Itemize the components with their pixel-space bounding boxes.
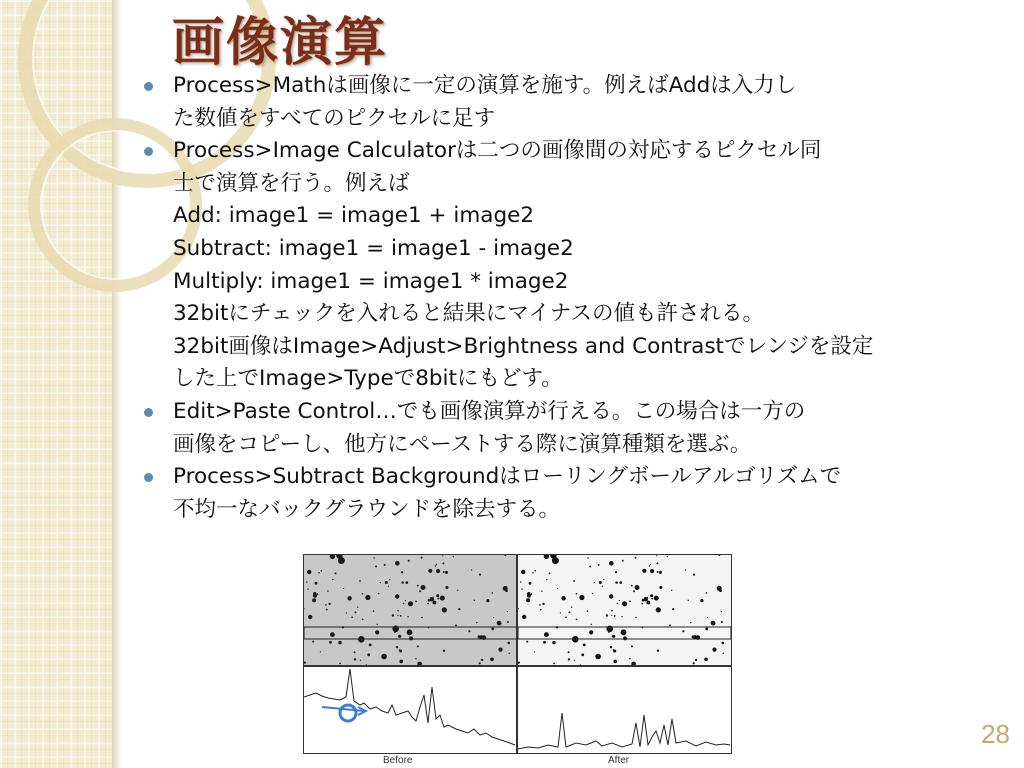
particle	[610, 646, 612, 648]
particle	[552, 641, 555, 644]
particle	[396, 646, 398, 648]
after-profile-line	[518, 667, 731, 753]
particle	[398, 635, 401, 638]
particle	[602, 586, 603, 587]
particle	[392, 614, 394, 616]
particle	[531, 593, 533, 595]
particle	[330, 632, 335, 637]
particle	[549, 572, 551, 574]
particle	[540, 609, 542, 611]
particle	[408, 560, 410, 562]
particle	[385, 581, 388, 584]
particle	[608, 631, 610, 633]
particle	[373, 557, 374, 558]
particle	[347, 596, 351, 600]
particle	[399, 649, 400, 650]
particle	[493, 617, 494, 618]
particle	[405, 600, 406, 601]
particle	[576, 593, 578, 595]
bullet-line: 画像をコピーし、他方にペーストする際に演算種類を選ぶ。	[173, 431, 752, 457]
before-image	[303, 554, 517, 666]
before-after-figure	[303, 554, 731, 768]
before-caption: Before	[383, 755, 413, 766]
particle	[532, 572, 534, 574]
particle	[611, 615, 612, 616]
particle	[635, 617, 637, 619]
particle	[437, 598, 439, 600]
particle	[509, 653, 510, 654]
particle	[553, 559, 554, 560]
particle	[568, 658, 570, 660]
particle	[443, 571, 445, 573]
particle	[407, 629, 413, 635]
particle	[650, 594, 653, 597]
particle	[339, 663, 341, 665]
particle	[436, 594, 439, 597]
particle	[369, 644, 372, 647]
particle	[576, 619, 578, 621]
bullet-item	[140, 396, 990, 461]
particle	[650, 569, 654, 573]
particle	[621, 616, 622, 617]
particle	[541, 590, 542, 591]
particle	[568, 651, 570, 653]
particle	[635, 585, 640, 590]
particle	[629, 601, 631, 603]
particle	[671, 590, 672, 591]
particle	[529, 582, 532, 585]
particle	[335, 572, 337, 574]
particle	[672, 608, 674, 610]
particle	[669, 624, 671, 626]
particle	[421, 617, 423, 619]
particle	[657, 650, 659, 652]
particle	[667, 556, 668, 557]
particle	[611, 610, 613, 612]
particle	[321, 570, 323, 572]
particle	[436, 564, 437, 565]
particle	[401, 581, 403, 583]
particle	[312, 598, 316, 602]
particle	[505, 555, 507, 556]
particle	[407, 616, 408, 617]
particle	[328, 603, 330, 605]
particle	[613, 649, 614, 650]
bullet-line: Multiply: image1 = image1 * image2	[173, 268, 569, 294]
particle	[617, 603, 619, 605]
particle	[326, 609, 328, 611]
particle	[433, 601, 437, 605]
particle	[440, 596, 445, 601]
particle	[399, 660, 403, 664]
particle	[641, 603, 643, 605]
bullet-line: 32bitにチェックを入れると結果にマイナスの値も許される。	[173, 301, 764, 327]
particle	[705, 628, 708, 631]
particle	[381, 654, 387, 660]
particle	[443, 650, 445, 652]
particle	[312, 641, 314, 643]
particle	[518, 662, 520, 664]
particle	[365, 595, 370, 600]
particle	[362, 619, 364, 621]
particle	[606, 626, 613, 633]
particle	[304, 662, 306, 664]
particle	[622, 601, 627, 606]
particle	[651, 598, 653, 600]
particle	[581, 653, 584, 656]
particle	[421, 585, 426, 590]
particle	[338, 641, 341, 644]
particle	[603, 579, 604, 580]
particle	[560, 612, 561, 613]
particle	[712, 648, 716, 652]
particle	[682, 630, 684, 632]
particle	[320, 651, 321, 652]
before-profile-plot	[303, 666, 517, 754]
particle	[650, 564, 651, 565]
particle	[507, 621, 509, 623]
particle	[642, 569, 646, 573]
particle	[417, 645, 419, 647]
particle	[719, 555, 721, 556]
particle	[606, 614, 608, 616]
particle	[377, 624, 378, 625]
page-number: 28	[981, 719, 1010, 749]
particle	[395, 594, 399, 598]
bullet-dot	[144, 473, 153, 482]
particle	[656, 607, 661, 612]
particle	[378, 593, 380, 595]
particle	[359, 580, 361, 582]
particle	[544, 632, 549, 637]
particle	[711, 621, 716, 626]
bullet-line: Process>Mathは画像に一定の演算を施す。例えばAddは入力し	[173, 73, 797, 98]
bullet-line: Add: image1 = image1 + image2	[173, 203, 535, 229]
particle	[498, 648, 502, 652]
particle	[366, 664, 367, 665]
particle	[479, 662, 481, 664]
particle	[457, 590, 458, 591]
particle	[442, 555, 443, 556]
particle	[609, 594, 613, 598]
particle	[569, 611, 571, 613]
particle	[521, 588, 522, 589]
particle	[408, 601, 413, 606]
particle	[357, 607, 358, 608]
particle	[659, 586, 662, 589]
particle	[367, 653, 370, 656]
particle	[542, 603, 544, 605]
particle	[599, 581, 602, 584]
particle	[573, 580, 575, 582]
particle	[343, 588, 344, 589]
particle	[307, 570, 311, 574]
particle	[304, 608, 305, 609]
particle	[318, 572, 320, 574]
particle	[685, 569, 686, 570]
particle	[306, 581, 307, 582]
particle	[622, 560, 624, 562]
particle	[479, 574, 481, 576]
particle	[535, 570, 537, 572]
particle	[327, 590, 328, 591]
particle	[375, 566, 377, 568]
particle	[346, 612, 347, 613]
particle	[388, 586, 389, 587]
particle	[389, 579, 390, 580]
particle	[427, 603, 429, 605]
particle	[332, 579, 333, 580]
particle	[492, 592, 494, 594]
particle	[595, 654, 601, 660]
particle	[442, 607, 447, 612]
particle	[693, 574, 695, 576]
particle	[433, 597, 434, 598]
particle	[526, 641, 528, 643]
particle	[395, 561, 400, 566]
particle	[384, 564, 386, 566]
particle	[539, 604, 541, 606]
particle	[656, 562, 658, 564]
particle	[700, 599, 703, 602]
particle	[394, 631, 396, 633]
particle	[503, 586, 508, 591]
particle	[647, 597, 648, 598]
particle	[722, 642, 725, 645]
bullet-line: 32bit画像はImage>Adjust>Brightness and Contrastでレンジを設定	[173, 333, 874, 359]
particle	[354, 658, 356, 660]
particle	[695, 659, 697, 661]
particle	[375, 630, 379, 634]
particle	[553, 663, 555, 665]
bullet-line: Subtract: image1 = image1 - image2	[173, 235, 574, 261]
particle	[704, 658, 708, 662]
particle	[591, 624, 592, 625]
before-image-particles	[304, 555, 516, 665]
particle	[355, 611, 357, 613]
after-profile-plot	[517, 666, 732, 754]
bullet-dot	[144, 147, 153, 156]
particle	[497, 621, 502, 626]
particle	[565, 616, 567, 618]
particle	[471, 569, 472, 570]
particle	[613, 660, 617, 664]
particle	[428, 569, 432, 573]
particle	[543, 641, 546, 644]
particle	[354, 651, 356, 653]
particle	[589, 566, 591, 568]
particle	[631, 662, 636, 665]
particle	[587, 610, 589, 612]
particle	[313, 592, 316, 595]
particle	[442, 562, 444, 564]
particle	[415, 601, 417, 603]
particle	[315, 582, 318, 585]
bullet-item	[140, 461, 990, 526]
particle	[619, 600, 620, 601]
particle	[481, 659, 483, 661]
bullet-dot	[144, 82, 153, 91]
particle	[521, 570, 525, 574]
particle	[307, 588, 308, 589]
bullet-line: 不均一なバックグラウンドを除去する。	[173, 496, 561, 522]
particle	[419, 590, 421, 592]
particle	[415, 658, 416, 659]
particle	[317, 593, 319, 595]
particle	[508, 642, 511, 645]
particle	[409, 636, 413, 640]
particle	[325, 604, 327, 606]
particle	[534, 651, 535, 652]
particle	[612, 635, 615, 638]
particle	[468, 630, 470, 632]
before-profile-line	[304, 667, 516, 753]
particle	[587, 557, 588, 558]
particle	[579, 595, 584, 600]
particle	[486, 599, 489, 602]
particle	[571, 607, 572, 608]
bullet-line: した上でImage>Typeで8bitにもどす。	[173, 366, 563, 392]
particle	[403, 603, 405, 605]
particle	[594, 582, 595, 583]
particle	[589, 630, 593, 634]
particle	[406, 581, 409, 584]
particle	[520, 581, 521, 582]
particle	[527, 592, 530, 595]
after-image-particles	[518, 555, 731, 665]
particle	[458, 608, 460, 610]
particle	[707, 617, 708, 618]
bullet-line: 士で演算を行う。例えば	[173, 170, 410, 196]
particle	[561, 596, 565, 600]
particle	[647, 601, 651, 605]
particle	[518, 608, 519, 609]
particle	[635, 557, 637, 559]
bullet-line: Process>Image Calculatorは二つの画像間の対応するピクセル同	[173, 138, 822, 164]
particle	[629, 658, 630, 659]
particle	[721, 621, 723, 623]
particle	[373, 610, 375, 612]
particle	[435, 565, 436, 566]
particle	[507, 611, 508, 612]
particle	[557, 588, 558, 589]
particle	[659, 571, 662, 574]
particle	[654, 596, 659, 601]
particle	[351, 616, 353, 618]
particle	[522, 615, 526, 619]
particle	[693, 662, 695, 664]
particle	[721, 611, 722, 612]
bullet-line: た数値をすべてのピクセルに足す	[173, 105, 496, 131]
particle	[631, 585, 633, 587]
particle	[436, 569, 440, 573]
particle	[592, 593, 594, 595]
after-image	[517, 554, 732, 666]
particle	[621, 629, 627, 635]
particle	[445, 586, 448, 589]
slide-title: 画像演算	[172, 13, 389, 73]
particle	[544, 555, 549, 559]
particle	[397, 615, 398, 616]
bullet-line: Process>Subtract Backgroundはローリングボールアルゴリズムで	[173, 464, 842, 490]
particle	[717, 586, 722, 591]
particle	[476, 622, 477, 623]
particle	[491, 628, 494, 631]
particle	[598, 564, 600, 566]
particle	[623, 636, 627, 640]
particle	[615, 581, 617, 583]
particle	[631, 645, 633, 647]
particle	[583, 644, 586, 647]
particle	[417, 585, 419, 587]
particle	[706, 592, 708, 594]
particle	[649, 565, 650, 566]
particle	[445, 571, 448, 574]
particle	[723, 653, 724, 654]
particle	[615, 571, 617, 573]
bullet-line: Edit>Paste Control…でも画像演算が行える。この場合は一方の	[173, 398, 806, 424]
particle	[362, 593, 364, 595]
particle	[620, 581, 623, 584]
bullet-dot	[144, 408, 153, 417]
particle	[546, 579, 547, 580]
particle	[690, 622, 691, 623]
particle	[474, 600, 475, 601]
particle	[526, 598, 530, 602]
particle	[574, 660, 575, 661]
particle	[657, 571, 659, 573]
bullet-item	[140, 70, 990, 135]
bullet-list	[140, 70, 990, 526]
particle	[455, 624, 457, 626]
particle	[329, 641, 332, 644]
particle	[417, 662, 422, 665]
particle	[421, 557, 423, 559]
bullet-item	[140, 135, 990, 396]
particle	[397, 610, 399, 612]
particle	[453, 556, 454, 557]
particle	[688, 600, 689, 601]
particle	[614, 615, 616, 617]
particle	[580, 664, 581, 665]
particle	[633, 590, 635, 592]
particle	[360, 660, 361, 661]
particle	[308, 615, 312, 619]
particle	[401, 571, 403, 573]
particle	[609, 561, 614, 566]
particle	[339, 559, 340, 560]
after-caption: After	[608, 755, 630, 766]
particle	[392, 626, 399, 633]
particle	[656, 555, 657, 556]
particle	[490, 658, 494, 662]
particle	[330, 555, 335, 559]
particle	[380, 582, 381, 583]
particle	[400, 615, 402, 617]
